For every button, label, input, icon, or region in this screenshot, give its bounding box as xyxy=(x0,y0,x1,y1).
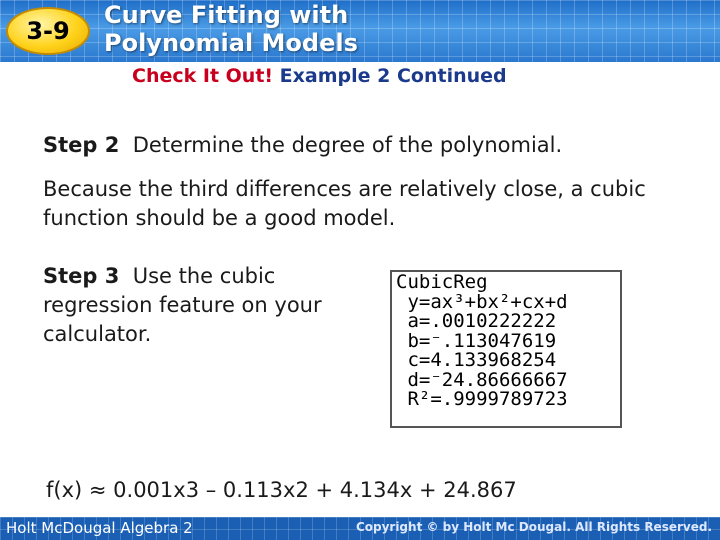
step-2-label: Step 2 xyxy=(43,133,120,157)
footer-copyright: Copyright © by Holt Mc Dougal. All Rights Reserved. xyxy=(355,520,712,534)
regression-formula: f(x) ≈ 0.001x3 – 0.113x2 + 4.134x + 24.867 xyxy=(46,478,517,502)
calculator-line: CubicReg xyxy=(396,271,488,293)
step-3 xyxy=(43,262,378,349)
step-2 xyxy=(43,131,562,160)
step-3-label: Step 3 xyxy=(43,264,120,288)
lesson-title-line-2: Polynomial Models xyxy=(104,29,358,57)
slide-subtitle xyxy=(132,65,507,87)
lesson-title xyxy=(104,1,358,57)
subtitle-check-it-out: Check It Out! xyxy=(132,65,274,87)
lesson-title-line-1: Curve Fitting with xyxy=(104,1,349,29)
calculator-line: y=ax³+bx²+cx+d xyxy=(396,290,568,313)
subtitle-example: Example 2 Continued xyxy=(273,65,507,87)
step-2-text: Determine the degree of the polynomial. xyxy=(119,133,563,157)
calculator-line: d=⁻24.86666667 xyxy=(396,368,568,391)
lesson-number-badge: 3-9 xyxy=(6,7,90,55)
calculator-line: b=⁻.113047619 xyxy=(396,329,557,352)
calculator-line: a=.0010222222 xyxy=(396,310,557,332)
calculator-screen xyxy=(390,270,622,428)
explanation-paragraph: Because the third differences are relatively close, a cubic function should be a good model. xyxy=(43,177,646,230)
calculator-line: c=4.133968254 xyxy=(396,349,557,371)
footer-book-title: Holt McDougal Algebra 2 xyxy=(6,519,193,537)
footer-bar xyxy=(0,517,720,540)
header-bar xyxy=(0,0,720,62)
step-3-text: Use the cubic regression feature on your calculator. xyxy=(43,264,329,346)
calculator-line: R²=.9999789723 xyxy=(396,388,568,410)
